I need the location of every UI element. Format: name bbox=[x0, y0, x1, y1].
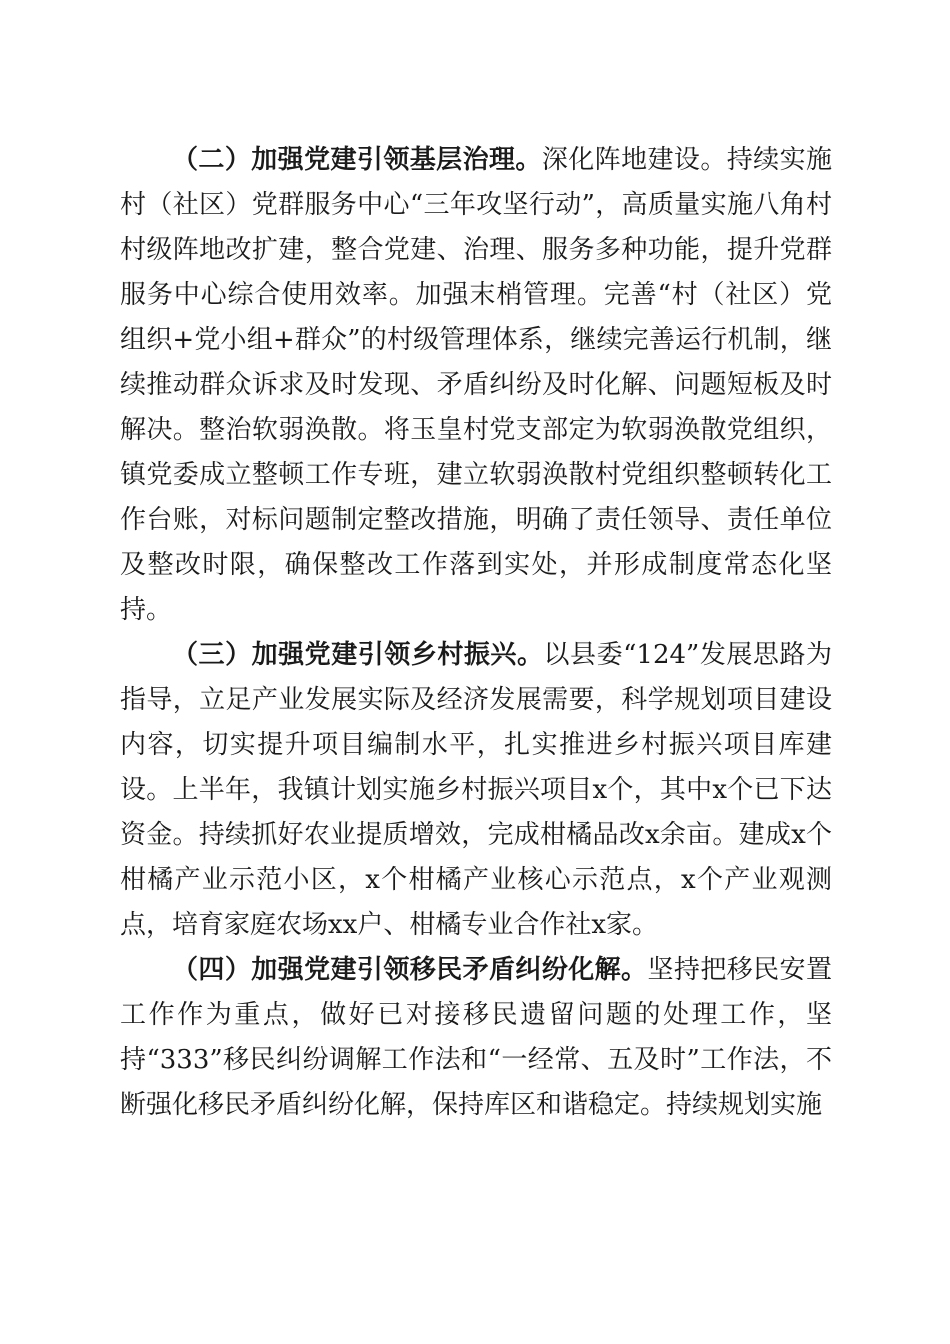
paragraph-body: 坚持把移民安置工作作为重点，做好已对接移民遗留问题的处理工作，坚持“333”移民纠纷调解工作法和“一经常、五及时”工作法，不断强化移民矛盾纠纷化解，保持库区和谐稳定。持续规划实施 bbox=[120, 955, 832, 1120]
paragraph-party-building-grassroots-governance bbox=[120, 138, 832, 633]
paragraph-party-building-rural-revitalization bbox=[120, 633, 832, 948]
paragraph-body: 以县委“124”发展思路为指导，立足产业发展实际及经济发展需要，科学规划项目建设内容，切实提升项目编制水平，扎实推进乡村振兴项目库建设。上半年，我镇计划实施乡村振兴项目x个，其中x个已下达资金。持续抓好农业提质增效，完成柑橘品改x余亩。建成x个柑橘产业示范小区，x个柑橘产业核心示范点，x个产业观测点，培育家庭农场xx户、柑橘专业合作社x家。 bbox=[120, 640, 832, 940]
paragraph-heading: （三）加强党建引领乡村振兴。 bbox=[172, 640, 544, 670]
paragraph-party-building-migrant-disputes bbox=[120, 948, 832, 1128]
paragraph-heading: （四）加强党建引领移民矛盾纠纷化解。 bbox=[172, 955, 648, 985]
paragraph-heading: （二）加强党建引领基层治理。 bbox=[172, 145, 542, 175]
paragraph-body: 深化阵地建设。持续实施村（社区）党群服务中心“三年攻坚行动”，高质量实施八角村村级阵地改扩建，整合党建、治理、服务多种功能，提升党群服务中心综合使用效率。加强末梢管理。完善“村（社区）党组织+党小组+群众”的村级管理体系，继续完善运行机制，继续推动群众诉求及时发现、矛盾纠纷及时化解、问题短板及时解决。整治软弱涣散。将玉皇村党支部定为软弱涣散党组织，镇党委成立整顿工作专班，建立软弱涣散村党组织整顿转化工作台账，对标问题制定整改措施，明确了责任领导、责任单位及整改时限，确保整改工作落到实处，并形成制度常态化坚持。 bbox=[120, 145, 832, 625]
document-body bbox=[120, 138, 832, 1128]
